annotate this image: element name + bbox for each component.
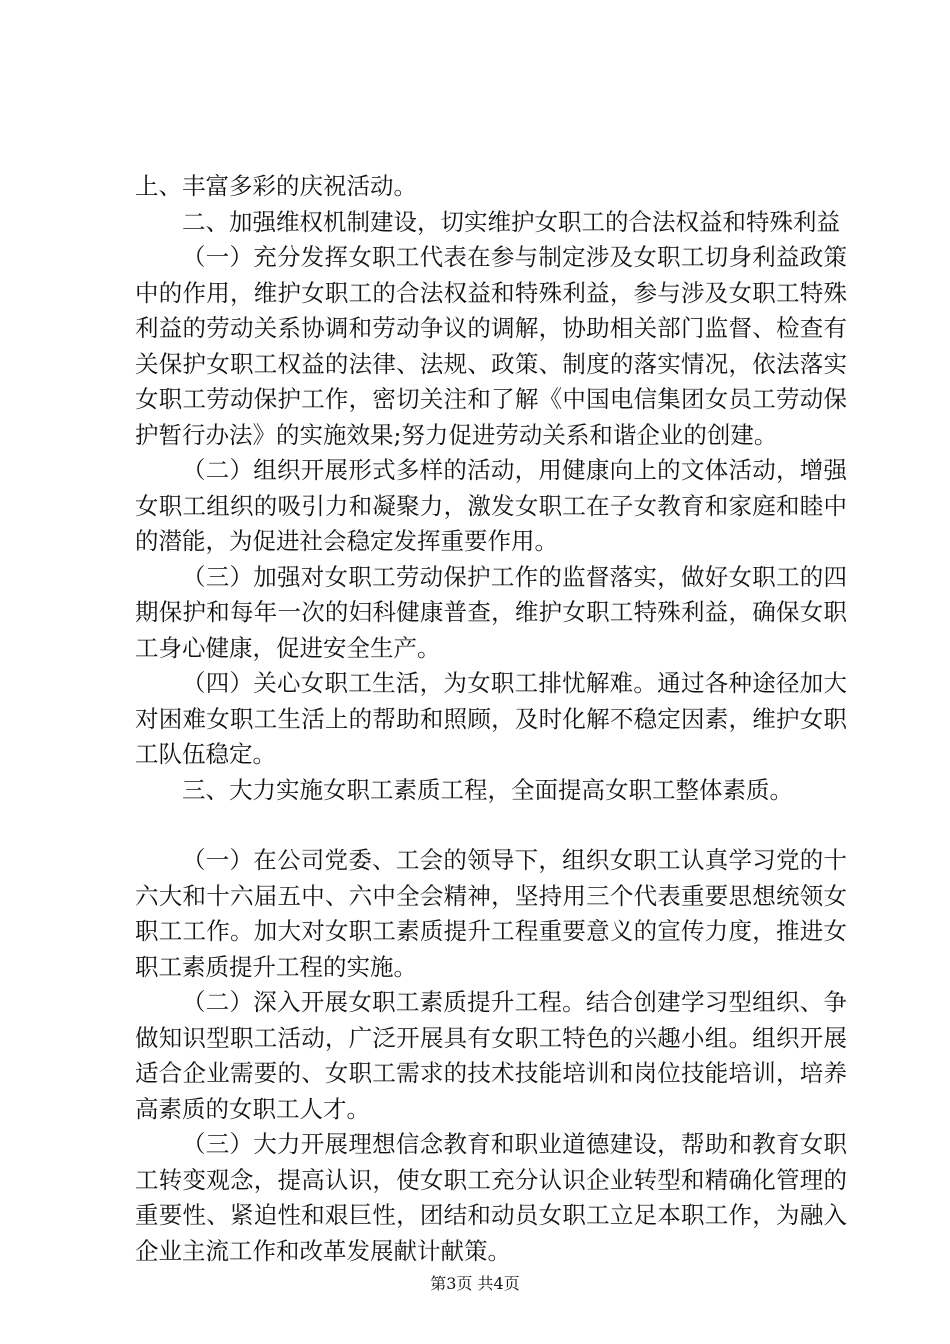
document-body [135, 169, 847, 1269]
paragraph-1: 上、丰富多彩的庆祝活动。 [135, 172, 417, 200]
section-heading-2: 二、加强维权机制建设，切实维护女职工的合法权益和特殊利益 [182, 207, 840, 236]
paragraph-3-2: （二）深入开展女职工素质提升工程。结合创建学习型组织、争做知识型职工活动，广泛开展具有女职工特色的兴趣小组。组织开展适合企业需要的、女职工需求的技术技能培训和岗位技能培训，培养高素质的女职工人才。 [135, 988, 847, 1123]
page-footer [0, 1274, 950, 1294]
paragraph-3-3: （三）大力开展理想信念教育和职业道德建设，帮助和教育女职工转变观念，提高认识，使女职工充分认识企业转型和精确化管理的重要性、紧迫性和艰巨性，团结和动员女职工立足本职工作，为融入企业主流工作和改革发展献计献策。 [135, 1130, 847, 1265]
paragraph-2-3: （三）加强对女职工劳动保护工作的监督落实，做好女职工的四期保护和每年一次的妇科健康普查，维护女职工特殊利益，确保女职工身心健康，促进安全生产。 [135, 562, 847, 662]
paragraph-3-1: （一）在公司党委、工会的领导下，组织女职工认真学习党的十六大和十六届五中、六中全会精神，坚持用三个代表重要思想统领女职工工作。加大对女职工素质提升工程重要意义的宣传力度，推进女职工素质提升工程的实施。 [135, 846, 847, 981]
page-number: 第3页 共4页 [430, 1274, 520, 1293]
section-heading-3: 三、大力实施女职工素质工程，全面提高女职工整体素质。 [182, 775, 793, 804]
paragraph-2-2: （二）组织开展形式多样的活动，用健康向上的文体活动，增强女职工组织的吸引力和凝聚力，激发女职工在子女教育和家庭和睦中的潜能，为促进社会稳定发挥重要作用。 [135, 456, 847, 555]
paragraph-2-1: （一）充分发挥女职工代表在参与制定涉及女职工切身利益政策中的作用，维护女职工的合法权益和特殊利益，参与涉及女职工特殊利益的劳动关系协调和劳动争议的调解，协助相关部门监督、检查有关保护女职工权益的法律、法规、政策、制度的落实情况，依法落实女职工劳动保护工作，密切关注和了解《中国电信集团女员工劳动保护暂行办法》的实施效果;努力促进劳动关系和谐企业的创建。 [135, 243, 847, 449]
paragraph-2-4: （四）关心女职工生活，为女职工排忧解难。通过各种途径加大对困难女职工生活上的帮助和照顾，及时化解不稳定因素，维护女职工队伍稳定。 [135, 669, 847, 768]
